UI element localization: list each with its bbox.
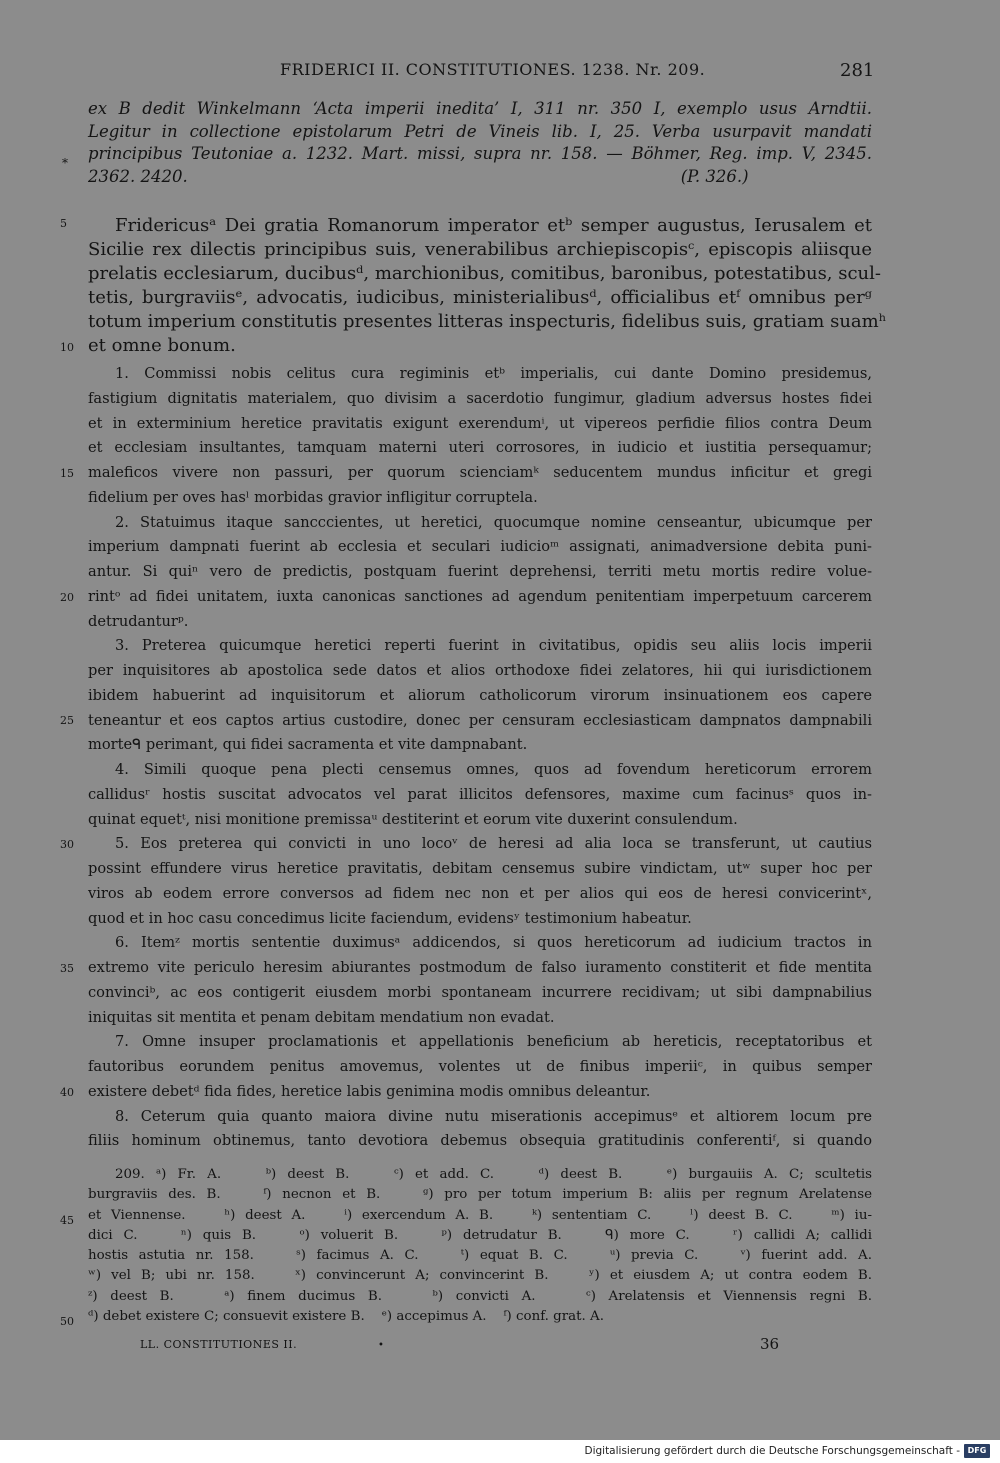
text-line: detrudanturᵖ.: [88, 612, 189, 630]
text-line: maleficos vivere non passuri, per quorum scienciamᵏ seducentem mundus inficitur et gregi: [88, 464, 872, 481]
text-line: Fridericusᵃ Dei gratia Romanorum imperator etᵇ semper augustus, Ierusalem et: [115, 215, 872, 236]
text-line: iniquitas sit mentita et penam debitam mendatium non evadat.: [88, 1008, 555, 1026]
text-line: 3. Preterea quicumque heretici reperti fuerint in civitatibus, opidis seu aliis locis imperii: [115, 637, 872, 655]
text-line: tetis, burgraviisᵉ, advocatis, iudicibus, ministerialibusᵈ, officialibus etᶠ omnibus perᵍ: [88, 287, 872, 308]
line-number: 20: [60, 591, 74, 604]
footnotes: [88, 1165, 872, 1327]
footnote-line: et Viennense. ʰ) deest A. ⁱ) exercendum A. B. ᵏ) sententiam C. ˡ) deest B. C. ᵐ) iu-: [88, 1207, 872, 1223]
dfg-logo: DFG: [964, 1444, 990, 1458]
text-line: fidelium per oves hasˡ morbidas gravior infligitur corruptela.: [88, 488, 538, 506]
text-line: fastigium dignitatis materialem, quo divisim a sacerdotio fungimur, gladium adversus hostes fidei: [88, 389, 872, 407]
footnote-line: 209. ᵃ) Fr. A. ᵇ) deest B. ᶜ) et add. C. ᵈ) deest B. ᵉ) burgauiis A. C; scultetis: [115, 1167, 872, 1182]
line-number: 30: [60, 838, 74, 851]
text-line: rintᵒ ad fidei unitatem, iuxta canonicas sanctiones ad agendum penitentiam imperpetuum carcerem: [88, 587, 872, 605]
funding-credit-bar: [0, 1440, 1000, 1463]
text-line: 4. Simili quoque pena plecti censemus omnes, quos ad fovendum hereticorum errorem: [115, 761, 872, 778]
salutation-paragraph: [88, 214, 887, 358]
funding-credit-text: Digitalisierung gefördert durch die Deutsche Forschungsgemeinschaft -: [584, 1445, 960, 1457]
text-line: ibidem habuerint ad inquisitorum et aliorum catholicorum virorum insinuationem eos capere: [88, 686, 872, 704]
margin-star: *: [62, 156, 68, 170]
line-number: 40: [60, 1086, 74, 1099]
text-line: et in exterminium heretice pravitatis exigunt exerendumⁱ, ut vipereos perfidie filios contra Deum: [88, 414, 872, 432]
text-line: imperium dampnati fuerint ab ecclesia et seculari iudicioᵐ assignati, animadversione debita puni-: [88, 538, 872, 556]
text-line: Legitur in collectione epistolarum Petri de Vineis lib. I, 25. Verba usurpavit mandati: [88, 121, 872, 141]
text-line: 8. Ceterum quia quanto maiora divine nutu miserationis accepimusᵉ et altiorem locum pre: [115, 1107, 872, 1125]
text-line: et ecclesiam insultantes, tamquam materni uteri corrosores, in iudicio et iustitia persequamur;: [88, 439, 872, 457]
series-footer: LL. CONSTITUTIONES II.: [140, 1338, 298, 1351]
text-line: 7. Omne insuper proclamationis et appellationis beneficium ab hereticis, receptatoribus et: [115, 1033, 872, 1051]
footnote-line: ᶻ) deest B. ᵃ) finem ducimus B. ᵇ) convicti A. ᶜ) Arelatensis et Viennensis regni B.: [88, 1288, 872, 1304]
line-number: 5: [60, 217, 67, 230]
text-line: morteᑫ perimant, qui fidei sacramenta et vite dampnabant.: [88, 736, 528, 754]
text-line: filiis hominum obtinemus, tanto devotiora debemus obsequia gratitudinis conferentiᶠ, si quando: [88, 1132, 872, 1150]
text-line: viros ab eodem errore conversos ad fidem nec non et per alios qui eos de heresi convicerintˣ,: [88, 884, 872, 902]
footnote-line: burgraviis des. B. ᶠ) necnon et B. ᵍ) pro per totum imperium B: aliis per regnum Arelatense: [88, 1187, 872, 1203]
text-line: totum imperium constitutis presentes litteras inspecturis, fidelibus suis, gratiam suamʰ: [88, 311, 887, 332]
text-line: 1. Commissi nobis celitus cura regiminis etᵇ imperialis, cui dante Domino presidemus,: [115, 365, 872, 382]
line-number: 45: [60, 1214, 74, 1227]
constitution-body: [88, 362, 872, 1154]
text-line: Sicilie rex dilectis principibus suis, venerabilibus archiepiscopisᶜ, episcopis aliisque: [88, 239, 872, 260]
running-title: FRIDERICI II. CONSTITUTIONES. 1238. Nr. 209.: [280, 60, 706, 79]
line-number: 10: [60, 341, 74, 354]
text-line: principibus Teutoniae a. 1232. Mart. missi, supra nr. 158. — Böhmer, Reg. imp. V, 2345.: [88, 144, 872, 163]
text-line: 5. Eos preterea qui convicti in uno locoᵛ de heresi ad alia loca se transferunt, ut cautius: [115, 835, 872, 853]
text-line: teneantur et eos captos artius custodire, donec per censuram ecclesiasticam dampnatos dampnabili: [88, 711, 872, 729]
line-number: 50: [60, 1315, 74, 1328]
text-line: et omne bonum.: [88, 335, 236, 356]
footnote-line: ᵈ) debet existere C; consuevit existere B. ᵉ) accepimus A. ᶠ) conf. grat. A.: [88, 1309, 604, 1325]
line-number: 15: [60, 467, 74, 480]
text-line: 2362. 2420. (P. 326.): [88, 166, 749, 186]
intro-paragraph: [88, 98, 872, 188]
text-line: callidusʳ hostis suscitat advocatos vel parat illicitos defensores, maxime cum facinusˢ quos in-: [88, 785, 872, 803]
text-line: quinat equetᵗ, nisi monitione premissaᵘ destiterint et eorum vite duxerint consulendum.: [88, 810, 738, 828]
text-line: prelatis ecclesiarum, ducibusᵈ, marchionibus, comitibus, baronibus, potestatibus, scul-: [88, 263, 881, 284]
text-line: extremo vite periculo heresim abiurantes postmodum de falso iuramento constiterit et fide mentita: [88, 959, 872, 976]
line-number: 25: [60, 714, 74, 727]
text-line: possint effundere virus heretice pravitatis, debitam censemus subire vindictam, utʷ super hoc per: [88, 860, 872, 877]
text-line: fautoribus eorundem penitus amovemus, volentes ut de finibus imperiiᶜ, in quibus semper: [88, 1058, 872, 1075]
line-number: 35: [60, 962, 74, 975]
page-number: 281: [840, 60, 875, 81]
text-line: convinciᵇ, ac eos contigerit eiusdem morbi spontaneam incurrere recidivam; ut sibi dampnabilius: [88, 983, 872, 1001]
signature-number: 36: [760, 1335, 780, 1353]
margin-dot: •: [378, 1340, 384, 1351]
text-line: antur. Si quiⁿ vero de predictis, postquam fuerint deprehensi, territi metu mortis redire volue-: [88, 563, 872, 580]
text-line: existere debetᵈ fida fides, heretice labis genimina modis omnibus deleantur.: [88, 1082, 651, 1100]
text-line: 2. Statuimus itaque sancccientes, ut heretici, quocumque nomine censeantur, ubicumque per: [115, 513, 872, 531]
text-line: per inquisitores ab apostolica sede datos et alios orthodoxe fidei zelatores, hii qui iurisdictionem: [88, 662, 872, 679]
text-line: ex B dedit Winkelmann ‘Acta imperii inedita’ I, 311 nr. 350 I, exemplo usus Arndtii.: [88, 99, 872, 118]
text-line: quod et in hoc casu concedimus licite faciendum, evidensʸ testimonium habeatur.: [88, 909, 692, 927]
footnote-line: ʷ) vel B; ubi nr. 158. ˣ) convincerunt A; convincerint B. ʸ) et eiusdem A; ut contra eodem B.: [88, 1268, 872, 1284]
text-line: 6. Itemᶻ mortis sententie duximusᵃ addicendos, si quos hereticorum ad iudicium tractos in: [115, 934, 872, 952]
footnote-line: dici C. ⁿ) quis B. ᵒ) voluerit B. ᵖ) detrudatur B. ᑫ) more C. ʳ) callidi A; callidi: [88, 1227, 872, 1243]
footnote-line: hostis astutia nr. 158. ˢ) facimus A. C. ᵗ) equat B. C. ᵘ) previa C. ᵛ) fuerint add. A.: [88, 1248, 872, 1264]
